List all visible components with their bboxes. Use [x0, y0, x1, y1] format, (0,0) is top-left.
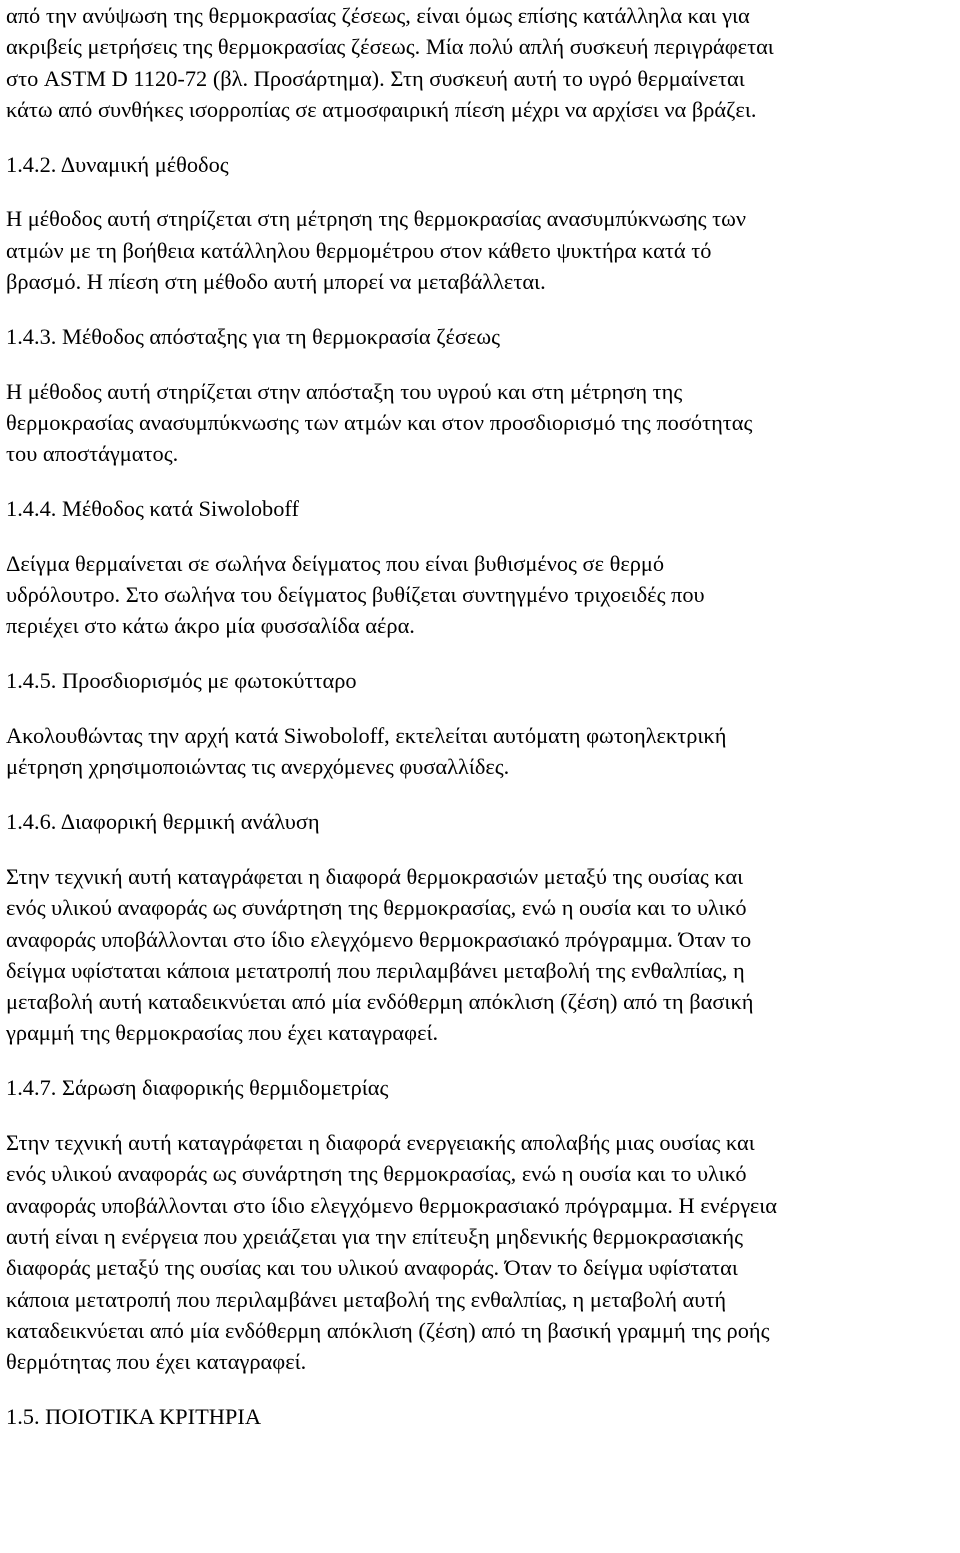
text-line: μεταβολή αυτή καταδεικνύεται από μία ενδόθερμη απόκλιση (ζέση) από τη βασική: [6, 989, 754, 1015]
section-heading-1-4-7: 1.4.7. Σάρωση διαφορικής θερμιδομετρίας: [6, 1075, 389, 1101]
text-line: υδρόλουτρο. Στο σωλήνα του δείγματος βυθίζεται συντηγμένο τριχοειδές που: [6, 582, 705, 608]
section-body-1-4-3: [6, 376, 956, 470]
text-line: Στην τεχνική αυτή καταγράφεται η διαφορά θερμοκρασιών μεταξύ της ουσίας και: [6, 863, 744, 889]
text-line: διαφοράς μεταξύ της ουσίας και του υλικού αναφοράς. Όταν το δείγμα υφίσταται: [6, 1255, 738, 1281]
section-body-1-4-4: [6, 548, 956, 642]
section-heading-1-4-3: 1.4.3. Μέθοδος απόσταξης για τη θερμοκρασία ζέσεως: [6, 323, 501, 349]
text-line: Η μέθοδος αυτή στηρίζεται στην απόσταξη του υγρού και στη μέτρηση της: [6, 378, 683, 404]
intro-paragraph: [6, 0, 956, 125]
text-line: κάτω από συνθήκες ισορροπίας σε ατμοσφαιρική πίεση μέχρι να αρχίσει να βράζει.: [6, 96, 757, 122]
text-line: βρασμό. Η πίεση στη μέθοδο αυτή μπορεί να μεταβάλλεται.: [6, 269, 546, 295]
text-line: μέτρηση χρησιμοποιώντας τις ανερχόμενες φυσαλλίδες.: [6, 754, 510, 780]
text-line: στο ASTM D 1120-72 (βλ. Προσάρτημα). Στη συσκευή αυτή το υγρό θερμαίνεται: [6, 65, 745, 91]
text-line: Ακολουθώντας την αρχή κατά Siwoboloff, εκτελείται αυτόματη φωτοηλεκτρική: [6, 723, 727, 749]
text-line: αναφοράς υποβάλλονται στο ίδιο ελεγχόμενο θερμοκρασιακό πρόγραμμα. Η ενέργεια: [6, 1192, 777, 1218]
text-line: αναφοράς υποβάλλονται στο ίδιο ελεγχόμενο θερμοκρασιακό πρόγραμμα. Όταν το: [6, 926, 752, 952]
section-heading-1-4-4: 1.4.4. Μέθοδος κατά Siwoloboff: [6, 496, 299, 522]
text-line: ενός υλικού αναφοράς ως συνάρτηση της θερμοκρασίας, ενώ η ουσία και το υλικό: [6, 1161, 747, 1187]
text-line: ακριβείς μετρήσεις της θερμοκρασίας ζέσεως. Μία πολύ απλή συσκευή περιγράφεται: [6, 34, 774, 60]
section-heading-1-4-2: 1.4.2. Δυναμική μέθοδος: [6, 151, 229, 177]
section-heading-1-4-6: 1.4.6. Διαφορική θερμική ανάλυση: [6, 809, 320, 835]
text-line: γραμμή της θερμοκρασίας που έχει καταγραφεί.: [6, 1020, 439, 1046]
section-body-1-4-5: [6, 720, 956, 783]
section-body-1-4-2: [6, 203, 956, 297]
text-line: ενός υλικού αναφοράς ως συνάρτηση της θερμοκρασίας, ενώ η ουσία και το υλικό: [6, 895, 747, 921]
document-page: [6, 0, 956, 1432]
text-line: αυτή είναι η ενέργεια που χρειάζεται για την επίτευξη μηδενικής θερμοκρασιακής: [6, 1223, 743, 1249]
text-line: καταδεικνύεται από μία ενδόθερμη απόκλιση (ζέση) από τη βασική γραμμή της ροής: [6, 1317, 770, 1343]
section-heading-1-5: 1.5. ΠΟΙΟΤΙΚΑ ΚΡΙΤΗΡΙΑ: [6, 1403, 261, 1429]
section-heading-1-4-5: 1.4.5. Προσδιορισμός με φωτοκύτταρο: [6, 668, 357, 694]
text-line: Δείγμα θερμαίνεται σε σωλήνα δείγματος που είναι βυθισμένος σε θερμό: [6, 550, 665, 576]
section-body-1-4-6: [6, 861, 956, 1049]
text-line: Στην τεχνική αυτή καταγράφεται η διαφορά ενεργειακής απολαβής μιας ουσίας και: [6, 1130, 755, 1156]
text-line: από την ανύψωση της θερμοκρασίας ζέσεως, είναι όμως επίσης κατάλληλα και για: [6, 3, 750, 28]
text-line: ατμών με τη βοήθεια κατάλληλου θερμομέτρου στον κάθετο ψυκτήρα κατά τό: [6, 237, 712, 263]
text-line: θερμότητας που έχει καταγραφεί.: [6, 1349, 307, 1375]
text-line: θερμοκρασίας ανασυμπύκνωσης των ατμών και στον προσδιορισμό της ποσότητας: [6, 409, 753, 435]
text-line: περιέχει στο κάτω άκρο μία φυσσαλίδα αέρα.: [6, 613, 415, 639]
section-body-1-4-7: [6, 1127, 956, 1377]
text-line: κάποια μετατροπή που περιλαμβάνει μεταβολή της ενθαλπίας, η μεταβολή αυτή: [6, 1286, 727, 1312]
text-line: δείγμα υφίσταται κάποια μετατροπή που περιλαμβάνει μεταβολή της ενθαλπίας, η: [6, 957, 745, 983]
text-line: του αποστάγματος.: [6, 441, 179, 467]
text-line: Η μέθοδος αυτή στηρίζεται στη μέτρηση της θερμοκρασίας ανασυμπύκνωσης των: [6, 206, 746, 232]
